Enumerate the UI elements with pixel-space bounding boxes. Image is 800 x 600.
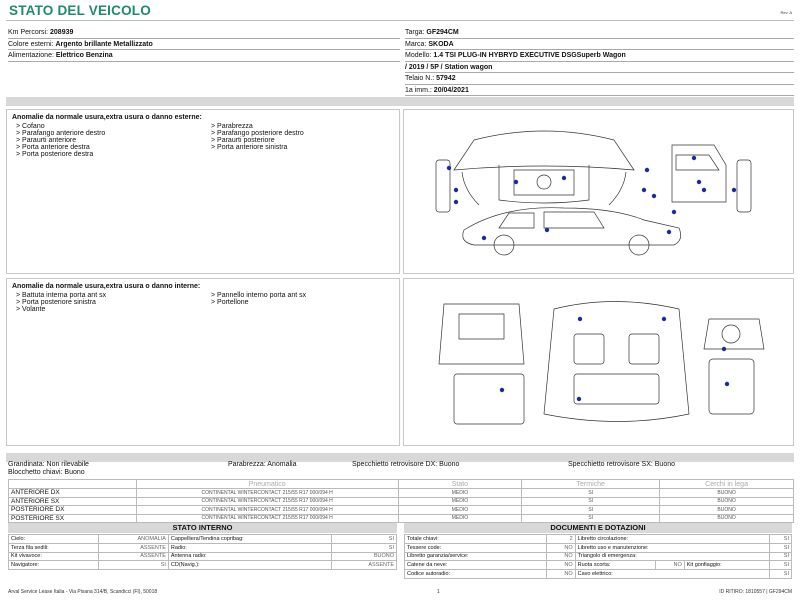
brand-label: Marca: [405,40,427,48]
cell-value: NO [547,543,575,552]
internal-damage-col2 [211,292,401,313]
cell-value: BUONO [332,552,397,561]
cell-value: SI [770,552,792,561]
footer-company: Arval Service Lease Italia - Via Pisana 314/B, Scandicci (FI), 50018 [8,589,158,595]
model-label: Modello: [405,52,432,59]
cell-label: Antenna radio: [168,552,332,561]
tyre-winter: SI [522,506,660,515]
documents-table [404,534,792,579]
tyre-position: ANTERIORE DX [9,489,137,498]
internal-damage-list [7,290,399,313]
color-value: Argento brillante Metallizzato [55,40,153,48]
tyres-table [8,479,794,523]
list-item: > Parabrezza [211,123,253,130]
section-band-top [6,97,794,106]
tyres-header-row [9,480,794,489]
table-row [405,552,792,561]
table-row [405,561,792,570]
tyre-position: POSTERIORE DX [9,506,137,515]
fuel-value: Elettrico Benzina [55,52,113,59]
table-row [405,570,792,579]
registration-row [405,85,794,97]
cell-label: Triangolo di emergenza: [575,552,769,561]
cell-label: Libretto uso e manutenzione: [575,543,769,552]
header-winter: Termiche [522,480,660,489]
damage-markers [500,317,729,401]
external-damage-panel [6,109,400,274]
tyre-state: MEDIO [398,497,522,506]
model-value-2: / 2019 / 5P / Station wagon [405,63,493,71]
page-title: STATO DEL VEICOLO [9,3,151,18]
chassis-value: 57942 [436,75,456,82]
table-row [9,514,794,523]
car-exterior-drawing [404,110,793,273]
color-label: Colore esterni: [8,40,54,48]
km-value: 208939 [50,29,74,36]
cell-value: 2 [547,535,575,544]
external-damage-list [7,121,399,158]
mirror-right-status: Specchietto retrovisore DX: Buono [352,461,460,468]
cell-label: Kit vivavoce: [9,552,99,561]
cell-label: Catene da neve: [405,561,547,570]
internal-car-diagram [403,278,794,446]
internal-damage-col1 [16,292,211,313]
revision-label: Rev. A [780,10,792,15]
tyre-rims: BUONO [660,489,794,498]
header-state: Stato [398,480,522,489]
table-row [405,535,792,544]
fuel-row [8,50,400,62]
cell-value: SI [332,543,397,552]
plate-row [405,27,794,39]
table-row [9,552,397,561]
cell-value: NO [547,561,575,570]
list-item: > Parafango anteriore destro [16,130,106,137]
tyre-winter: SI [522,497,660,506]
list-item: > Volante [16,306,46,313]
cell-label: CD(Navig.): [168,561,332,570]
list-item: > Cofano [16,123,45,130]
tyre-state: MEDIO [398,506,522,515]
table-row [9,489,794,498]
header-rims: Cerchi in lega [660,480,794,489]
tyre-rims: BUONO [660,506,794,515]
cell-label: Libretto garanzia/service: [405,552,547,561]
tyre-winter: SI [522,489,660,498]
cell-value: SI [770,570,792,579]
internal-damage-panel [6,278,400,446]
cell-label: Terza fila sedili: [9,543,99,552]
cell-value: ASSENTE [98,552,168,561]
plate-value: GF294CM [426,29,459,36]
key-lock-status: Blocchetto chiavi: Buono [8,469,85,476]
list-item: > Paraurti posteriore [211,137,275,144]
internal-state-table [8,534,397,570]
list-item: > Pannello interno porta ant sx [211,292,307,299]
cell-value: SI [98,561,168,570]
tyre-model: CONTINENTAL WINTERCONTACT 215/55 R17 000/094 H [136,514,398,523]
list-item: > Portellone [211,299,249,306]
list-item: > Parafango posteriore destro [211,130,304,137]
cell-label: Cappelliera/Tendina copribag: [168,535,332,544]
tyre-position: POSTERIORE SX [9,514,137,523]
color-row [8,39,400,51]
tyre-position: ANTERIORE SX [9,497,137,506]
brand-row [405,39,794,51]
footer-page-number: 1 [436,589,440,595]
hail-status: Grandinata: Non rilevabile [8,461,89,468]
registration-label: 1a imm.: [405,86,432,94]
plate-label: Targa: [405,29,425,36]
cell-label: Cielo: [9,535,99,544]
damage-markers [447,156,736,240]
documents-header: DOCUMENTI E DOTAZIONI [404,523,792,533]
model-value: 1.4 TSI PLUG-IN HYBRYD EXECUTIVE DSGSuperb Wagon [433,52,626,59]
external-car-diagram [403,109,794,274]
cell-label: Cavo elettrico: [575,570,769,579]
external-damage-col2 [211,123,401,158]
fuel-label: Alimentazione: [8,52,54,59]
table-row [9,543,397,552]
km-label: Km Percorsi: [8,29,49,36]
cell-value: NO [656,561,684,570]
tyre-model: CONTINENTAL WINTERCONTACT 215/55 R17 000/094 H [136,489,398,498]
list-item: > Porta posteriore sinistra [16,299,96,306]
km-row [8,27,400,39]
cell-value: ASSENTE [98,543,168,552]
header-tyre: Pneumatico [136,480,398,489]
chassis-label: Telaio N.: [405,75,435,82]
internal-state-header: STATO INTERNO [8,523,397,533]
cell-value: SI [770,543,792,552]
tyre-rims: BUONO [660,514,794,523]
tyre-model: CONTINENTAL WINTERCONTACT 215/55 R17 000/094 H [136,506,398,515]
vehicle-info-left [8,27,400,62]
table-row [9,497,794,506]
cell-value: ASSENTE [332,561,397,570]
list-item: > Paraurti anteriore [16,137,77,144]
internal-damage-title: Anomalie da normale usura,extra usura o danno interne: [12,283,201,290]
cell-label: Kit gonfiaggio: [684,561,769,570]
cell-label: Radio: [168,543,332,552]
tyre-rims: BUONO [660,497,794,506]
header-position [9,480,137,489]
cell-label: Ruota scorta: [575,561,656,570]
tyre-state: MEDIO [398,514,522,523]
cell-label: Navigatore: [9,561,99,570]
registration-value: 20/04/2021 [433,86,469,94]
model-row-2 [405,62,794,74]
list-item: > Battuta interna porta ant sx [16,292,107,299]
cell-label: Totale chiavi: [405,535,547,544]
table-row [9,535,397,544]
cell-value: NO [547,552,575,561]
mirror-left-status: Specchietto retrovisore SX: Buono [568,461,676,468]
cell-label: Codice autoradio: [405,570,547,579]
summary-row-1 [8,461,798,469]
cell-value: ANOMALIA [98,535,168,544]
table-row [9,561,397,570]
external-damage-col1 [16,123,211,158]
brand-value: SKODA [428,40,454,48]
table-row [9,506,794,515]
footer-pickup-id: ID RITIRO: 1810557 | GF294CM [719,589,792,595]
cell-label: Tessere code: [405,543,547,552]
chassis-row [405,73,794,85]
windshield-status: Parabrezza: Anomalia [228,461,297,468]
summary-row-2 [8,469,798,477]
cell-value: NO [547,570,575,579]
summary-block [8,461,798,477]
vehicle-info-right [405,27,794,96]
list-item: > Porta posteriore destra [16,151,94,158]
model-row [405,50,794,62]
car-interior-drawing [404,279,793,445]
list-item: > Porta anteriore sinistra [211,144,288,151]
tyre-model: CONTINENTAL WINTERCONTACT 215/55 R17 000/094 H [136,497,398,506]
page-footer [8,589,792,595]
tyre-state: MEDIO [398,489,522,498]
external-damage-title: Anomalie da normale usura,extra usura o danno esterne: [12,114,202,121]
cell-value: SI [332,535,397,544]
cell-value: SI [770,561,792,570]
cell-label: Libretto circolazione: [575,535,769,544]
cell-value: SI [770,535,792,544]
tyre-winter: SI [522,514,660,523]
list-item: > Porta anteriore destra [16,144,90,151]
title-divider [6,20,794,21]
table-row [405,543,792,552]
